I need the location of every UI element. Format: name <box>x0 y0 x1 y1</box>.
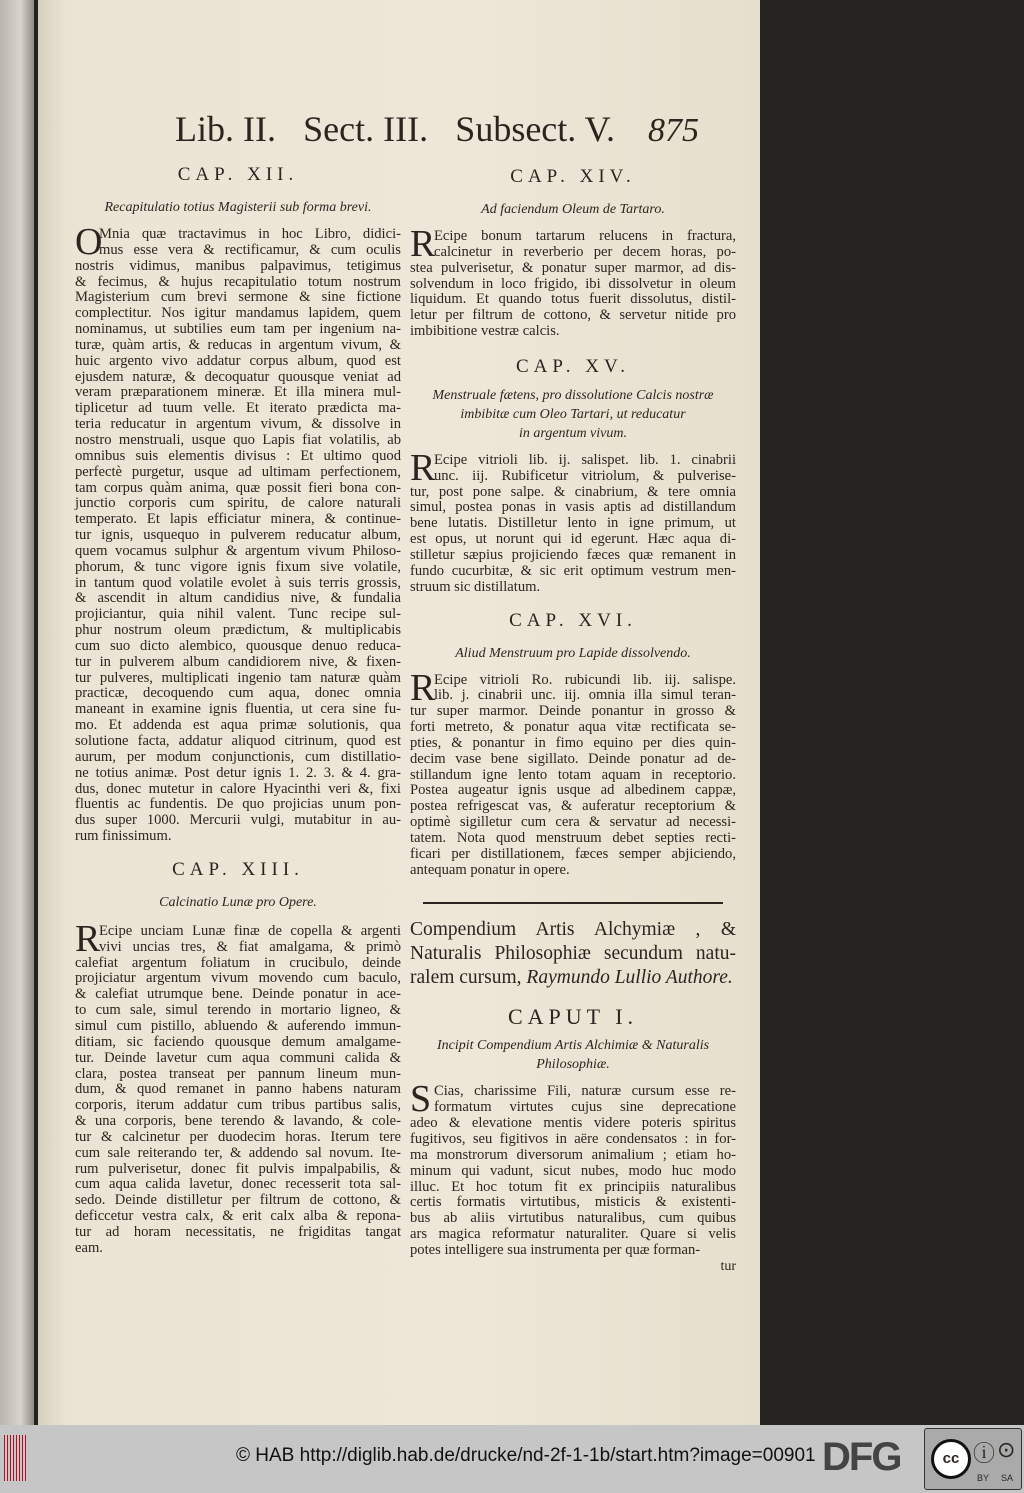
text-line: tur pulveres, multiplicati ingenio tam naturæ quàm <box>75 669 401 686</box>
right-column <box>410 166 736 1275</box>
text-line: rum pulverisetur, donec fit pulvis impalpabilis, & <box>75 1160 401 1177</box>
text-line: & calefiat utrumque bene. Deinde ponatur in ace- <box>75 986 401 1003</box>
running-head-subsect: Subsect. V. <box>455 109 615 149</box>
copyright-link[interactable]: © HAB http://diglib.hab.de/drucke/nd-2f-1-1b/start.htm?image=00901 <box>236 1445 816 1466</box>
page-number: 875 <box>648 112 699 149</box>
text-line: dus super 1000. Mercurii vulgi, mutabitur in au- <box>75 812 401 829</box>
text-line: & fecimus, & hujus recapitulatio totum nostrum <box>75 273 401 290</box>
compendium-title <box>410 918 736 990</box>
text-line: simul, postea ponas in vasis aptis ad distillandum <box>410 499 736 516</box>
text-line: tatem. Nota quod menstruum debet septies recti- <box>410 829 736 846</box>
subtitle-line: Philosophiæ. <box>536 1057 610 1073</box>
text-line: to cum sale, simul terendo in mortario ligneo, & <box>75 1002 401 1019</box>
chapter-title: CAP. XVI. <box>509 609 637 631</box>
text-line: adeo & elevatione mentis videre poteris spiritus <box>410 1115 736 1132</box>
drop-cap: S <box>410 1078 432 1121</box>
by-label: BY <box>977 1473 990 1483</box>
chapter-title: CAP. XIII. <box>172 858 304 880</box>
chapter-paragraph <box>410 223 736 340</box>
chapter-paragraph <box>75 221 401 845</box>
text-line: calefiat argentum foliatum in crucibulo, deinde <box>75 954 401 971</box>
text-line: liquidum. Et quando totus fuerit dissolutus, distil- <box>410 291 736 308</box>
running-head <box>175 108 615 150</box>
title-line <box>410 966 736 990</box>
drop-cap: R <box>410 446 436 489</box>
chapter-title: CAP. XV. <box>515 355 631 377</box>
chapter-subtitle: Ad faciendum Oleum de Tartaro. <box>481 202 665 217</box>
text-line: calcinetur in reverberio per decem horas, po- <box>434 243 736 260</box>
text-line: mo. Et addenda est aqua primæ solutionis, qua <box>75 717 401 734</box>
text-line: huic argento vivo addatur corpus album, quod est <box>75 352 401 369</box>
sa-icon: ⊙ <box>997 1437 1016 1462</box>
text-line: Ecipe vitrioli Ro. rubicundi lib. iij. salispe. <box>434 671 736 688</box>
text-line: quem vocamus sulphur & argentum vivum Philoso- <box>75 542 401 559</box>
chapter-subtitle <box>410 386 736 443</box>
text-line: clara, postea transeat per pannum lineum mun- <box>75 1065 401 1082</box>
text-line: bene lutatis. Distilletur lento in igne primum, ut <box>410 515 736 532</box>
previous-page-edge <box>0 0 34 1425</box>
chapter-title: CAPUT I. <box>507 1004 639 1030</box>
text-line: solvendum in loco frigido, ibi dissolvetur in oleum <box>410 275 736 292</box>
text-line: ne totius animæ. Post detur ignis 1. 2. 3. & 4. gra- <box>75 764 401 781</box>
cc-by-sa-badge[interactable] <box>924 1428 1022 1490</box>
text-line: struum sic distillatum. <box>410 578 541 595</box>
dfg-logo[interactable]: DFG <box>822 1435 901 1479</box>
text-line: turæ, quàm artis, & reducas in argentum vivum, & <box>75 336 401 353</box>
text-line: simul cum pistillo, abluendo & auferendo immun- <box>75 1017 401 1034</box>
subtitle-line: in argentum vivum. <box>519 425 627 441</box>
text-line: cum aqua calida lavetur, donec recesserit tota sal- <box>75 1176 401 1193</box>
subtitle-line: Menstruale fætens, pro dissolutione Calcis nostræ <box>432 387 714 403</box>
section-divider <box>423 902 723 904</box>
text-line: tur ignis, usquequo in pulverem reducatur album, <box>75 527 401 544</box>
text-line: forti metreto, & ponatur aqua vitæ rectificata se- <box>410 719 736 736</box>
text-line: omnibus suis elementis divisus : Et ultimo quod <box>75 447 401 464</box>
text-line: est opus, ut norunt qui id egerunt. Hæc aqua di- <box>410 531 736 548</box>
viewer-footer <box>0 1425 1024 1493</box>
text-line: aurum, per modum conjunctionis, cum distillatio- <box>75 748 401 765</box>
text-line: stea pulverisetur, & ponatur super marmor, ad dis- <box>410 259 736 276</box>
text-line: fundo cucurbitæ, & sic erit optimum vestrum men- <box>410 562 736 579</box>
catchword: tur <box>720 1258 736 1274</box>
chapter-paragraph <box>410 1078 736 1258</box>
by-icon: ⓘ <box>973 1441 996 1466</box>
title-line: Naturalis Philosophiæ secundum natu- <box>410 943 736 965</box>
text-line: vivi uncias tres, & fiat amalgama, & primò <box>99 938 401 955</box>
text-line: tur. Deinde lavetur cum aqua communi calida & <box>75 1049 401 1066</box>
subtitle-line: imbibitæ cum Oleo Tartari, ut reducatur <box>460 406 686 422</box>
text-line: antequam ponatur in opere. <box>410 861 570 878</box>
text-line: Ecipe bonum tartarum relucens in fractura, <box>434 228 736 244</box>
drop-cap: O <box>75 221 103 263</box>
text-line: maneant in examine ignis fluentia, ut cera sine fu- <box>75 701 401 718</box>
text-line: letur per filtrum de cottono, & servetur nitide pro <box>410 307 736 324</box>
text-line: & ascendit in altum candidius nive, & fundalia <box>75 590 401 607</box>
title-text: ralem cursum, <box>410 967 527 989</box>
drop-cap: R <box>75 917 101 960</box>
running-head-sect: Sect. III. <box>303 109 429 149</box>
text-line: teria reducatur in argentum vivum, & dissolve in <box>75 416 401 433</box>
text-line: phorum, & tunc vigore ignis fixum sive volatile, <box>75 558 401 575</box>
author-name: Raymundo Lullio Authore. <box>526 967 733 989</box>
text-line: imbibitione vestræ calcis. <box>410 323 560 340</box>
text-line: tur super marmor. Deinde ponantur in grosso & <box>410 703 736 720</box>
text-line: optimè sigilletur cum cera & servatur ad necessi- <box>410 814 736 831</box>
sa-label: SA <box>1001 1473 1014 1483</box>
text-line: in tantum quod volatile evolet à suis terris grossis, <box>75 574 401 591</box>
text-line: dus, donec mutetur in calore Hyacinthi veri &, fixi <box>75 780 401 797</box>
text-line: Ecipe unciam Lunæ finæ de copella & argenti <box>99 922 401 939</box>
text-line: complectitur. Nos igitur mandamus lapidem, quem <box>75 305 401 322</box>
text-line: nominamus, ut subtilies eum tam per ingenium na- <box>75 321 401 338</box>
text-line: formatum virtutes cujus sine deprecatione <box>434 1099 736 1116</box>
text-line: practicæ, decoquendo cum aqua, donec omnia <box>75 685 401 702</box>
text-line: ficari per distillationem, fæces semper abjiciendo, <box>410 845 736 862</box>
chapter-paragraph <box>75 917 401 1257</box>
text-line: phur nostrum oleum prædictum, & multiplicabis <box>75 622 401 639</box>
text-line: Magisterium cum brevi sermone & sine fictione <box>75 289 401 306</box>
text-line: temperato. Et lapis efficiatur minera, & continue- <box>75 511 401 528</box>
text-line: postea refrigescat vas, & auferatur receptorium & <box>410 798 736 815</box>
left-column <box>75 164 401 1257</box>
chapter-title: CAP. XIV. <box>510 166 636 187</box>
text-line: Ecipe vitrioli lib. ij. salispet. lib. 1. cinabrii <box>434 451 736 468</box>
text-line: corporis, iterum addatur cum tribus partibus salis, <box>75 1097 401 1114</box>
drop-cap: R <box>410 223 436 265</box>
text-line: sedo. Deinde distilletur per filtrum de cottono, & <box>75 1192 401 1209</box>
text-line: Postea augeatur ignis usque ad albedinem cappæ, <box>410 782 736 799</box>
title-line: Compendium Artis Alchymiæ , & <box>410 919 736 941</box>
text-line: mus esse vera & rectificamur, & cum oculis <box>99 241 401 258</box>
text-line: nostro menstruali, usque quo Lapis fiat volatilis, ab <box>75 431 401 448</box>
text-line: illuc. Et hoc totum fit ex principiis naturalibus <box>410 1178 736 1195</box>
running-head-lib: Lib. II. <box>175 109 276 149</box>
text-line: fugitivos, seu figitivos in aëre condensatos : in for- <box>410 1131 736 1147</box>
text-line: tur, post pone salpe. & cinabrium, & tere omnia <box>410 483 736 500</box>
hab-logo-icon <box>4 1435 26 1481</box>
chapter-paragraph <box>410 666 736 879</box>
chapter-title: CAP. XII. <box>177 164 299 185</box>
text-line: Cias, charissime Fili, naturæ cursum esse re- <box>434 1083 736 1100</box>
chapter-subtitle: Aliud Menstruum pro Lapide dissolvendo. <box>455 645 691 661</box>
text-line: fluentis ac fundentis. De quo projicias unum pon- <box>75 796 401 813</box>
text-line: stillandum igne lento totam aquam in receptorio. <box>410 766 736 783</box>
text-line: Mnia quæ tractavimus in hoc Libro, didici- <box>99 226 401 242</box>
subtitle-line: Incipit Compendium Artis Alchimiæ & Naturalis <box>436 1038 710 1054</box>
text-line: projiciatur argentum vivum movendo cum baculo, <box>75 970 401 987</box>
text-line: decim vase bene sigillato. Deinde ponatur ad de- <box>410 750 736 767</box>
text-line: projiciantur, quia nihil valent. Tunc recipe sul- <box>75 606 401 623</box>
text-line: bus ab aliis virtutibus naturalibus, cum quibus <box>410 1210 736 1227</box>
text-line: rum finissimum. <box>75 828 172 845</box>
text-line: unc. iij. Rubificetur vitriolum, & pulverise- <box>434 467 736 484</box>
text-line: ars magica reformatur naturaliter. Quare si velis <box>410 1226 736 1243</box>
text-line: certis formatis virtutibus, misticis & existenti- <box>410 1194 736 1211</box>
drop-cap: R <box>410 666 436 709</box>
text-line: dum, & quod remanet in panno habens naturam <box>75 1081 401 1098</box>
text-line: ejusdem naturæ, & decoquatur quousque veniat ad <box>75 368 401 385</box>
text-line: lib. j. cinabrii unc. iij. omnia illa simul teran- <box>434 687 736 704</box>
text-line: ma monstrorum diversorum animalium ; etiam ho- <box>410 1146 736 1163</box>
text-line: tur & calcinetur per duodecim horas. Iterum tere <box>75 1128 401 1145</box>
text-line: eam. <box>75 1239 103 1256</box>
text-line: tur in pulverem album candidiorem nive, & fixen- <box>75 653 401 670</box>
text-line: cum sale reiterando ter, & addendo sal novum. Ite- <box>75 1144 401 1161</box>
chapter-subtitle: Recapitulatio totius Magisterii sub forma brevi. <box>104 200 372 215</box>
text-line: cum suo dicto alembico, quousque denuo reduca- <box>75 637 401 654</box>
text-line: veram præparationem mineræ. Et illa minera mul- <box>75 384 401 401</box>
cc-icon: cc <box>931 1439 971 1479</box>
text-line: & una corporis, bene terendo & lavando, & cole- <box>75 1113 401 1130</box>
text-line: solutione facta, addatur aliquod citrinum, quod est <box>75 733 401 749</box>
text-line: ditiam, sic faciendo quousque demum amalgame- <box>75 1033 401 1050</box>
text-line: tam corpus quàm anima, quæ possit fieri bona con- <box>75 479 401 496</box>
text-line: perfectè purgetur, usque ad ultimam perfectionem, <box>75 463 401 480</box>
text-line: deficcetur vestra calx, & erit calx alba & repona- <box>75 1208 401 1225</box>
text-line: pties, & ponantur in fimo equino per dies quin- <box>410 734 736 751</box>
text-line: potes intelligere sua instrumenta per quæ forman- <box>410 1241 701 1258</box>
chapter-paragraph <box>410 446 736 596</box>
text-line: stilletur sæpius projiciendo fæces quæ remanent in <box>410 546 736 563</box>
text-line: minum qui vadunt, sicut nubes, modo huc modo <box>410 1162 736 1179</box>
text-line: junctio corporis cum spiritu, de calore naturali <box>75 495 401 512</box>
text-line: nostris vidimus, manibus palpavimus, tetigimus <box>75 257 401 274</box>
text-line: tiplicetur ad tuum velle. Et iterato prædicta ma- <box>75 400 401 417</box>
text-line: tur ad horam necessitatis, ne frigiditas tangat <box>75 1223 401 1240</box>
chapter-subtitle: Calcinatio Lunæ pro Opere. <box>159 894 317 910</box>
chapter-subtitle <box>410 1036 736 1074</box>
